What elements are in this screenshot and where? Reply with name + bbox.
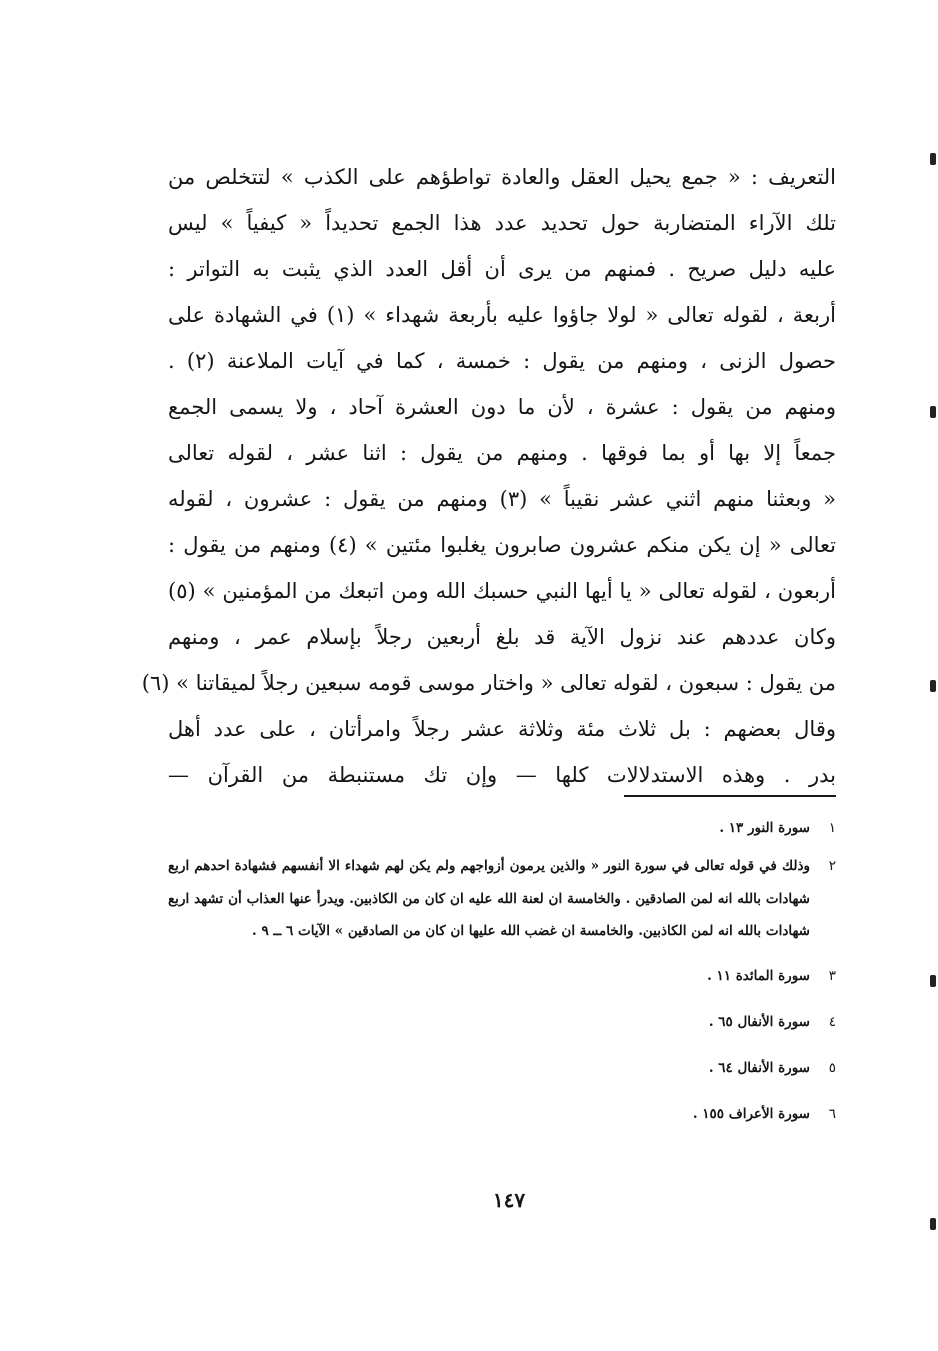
scan-edge-mark [930, 680, 936, 692]
footnote-text: سورة الأنفال ٦٤ . [708, 1059, 810, 1076]
footnote-3 [168, 960, 836, 992]
footnote-number: ٦ [828, 1105, 836, 1122]
footnote-text: سورة النور ١٣ . [719, 820, 810, 836]
footnote-number: ٢ [828, 858, 836, 874]
footnote-4 [168, 1006, 836, 1038]
footnote-2 [168, 850, 836, 948]
footnote-spacer [168, 948, 836, 960]
body-line: جمعاً إلا بها أو بما فوقها . ومنهم من يقول : اثنا عشر ، لقوله تعالى [168, 441, 836, 465]
body-line: وكان عددهم عند نزول الآية قد بلغ أربعين رجلاً بإسلام عمر ، ومنهم [168, 625, 836, 649]
footnotes [168, 812, 836, 1130]
body-line: « وبعثنا منهم اثني عشر نقيباً » (٣) ومنهم من يقول : عشرون ، لقوله [168, 487, 836, 511]
scan-edge-mark [930, 153, 936, 165]
body-line: ومنهم من يقول : عشرة ، لأن ما دون العشرة آحاد ، ولا يسمى الجمع [168, 395, 836, 419]
body-line: حصول الزنى ، ومنهم من يقول : خمسة ، كما في آيات الملاعنة (٢) . [168, 349, 836, 373]
footnote-text: سورة المائدة ١١ . [707, 967, 810, 984]
scan-edge-mark [930, 975, 936, 987]
footnote-5 [168, 1052, 836, 1084]
main-text [141, 154, 836, 798]
body-line: أربعة ، لقوله تعالى « لولا جاؤوا عليه بأربعة شهداء » (١) في الشهادة على [168, 303, 836, 327]
scan-edge-mark [930, 406, 936, 418]
footnote-number: ٤ [828, 1013, 836, 1030]
scan-edge-mark [930, 1218, 936, 1230]
footnote-text: سورة الأنفال ٦٥ . [708, 1013, 810, 1030]
footnote-number: ١ [828, 820, 836, 836]
footnote-number: ٥ [828, 1059, 836, 1076]
body-line: عليه دليل صريح . فمنهم من يرى أن أقل العدد الذي يثبت به التواتر : [168, 257, 836, 281]
footnote-text: وذلك في قوله تعالى في سورة النور « والذين يرمون أزواجهم ولم يكن لهم شهداء الا أنفسهم فشهادة احدهم اربع شهادات بالله انه لمن الصادقين . والخامسة ان لعنة الله عليه ان كان من الكاذبين. ويدرأ عنها العذاب أن تشهد اربع شهادات بالله انه لمن الكاذبين. والخامسة ان غضب الله عليها ان كان من الصادقين » الآيات ٦ ــ ٩ . [168, 858, 810, 939]
body-line: وقال بعضهم : بل ثلاث مئة وثلاثة عشر رجلاً وامرأتان ، على عدد أهل [168, 717, 836, 741]
body-line: تعالى « إن يكن منكم عشرون صابرون يغلبوا مئتين » (٤) ومنهم من يقول : [168, 533, 836, 557]
page-number: ١٤٧ [492, 1188, 526, 1212]
body-line: أربعون ، لقوله تعالى « يا أيها النبي حسبك الله ومن اتبعك من المؤمنين » (٥) [168, 579, 836, 603]
footnote-1 [168, 812, 836, 844]
footnote-separator [624, 795, 836, 797]
footnote-number: ٣ [828, 967, 836, 984]
footnote-text: سورة الأعراف ١٥٥ . [692, 1105, 810, 1122]
footnote-6 [168, 1098, 836, 1130]
body-line: التعريف : « جمع يحيل العقل والعادة تواطؤهم على الكذب » لتتخلص من [168, 165, 836, 189]
body-line: من يقول : سبعون ، لقوله تعالى « واختار موسى قومه سبعين رجلاً لميقاتنا » (٦) [141, 671, 836, 695]
body-line: بدر . وهذه الاستدلالات كلها — وإن تك مستنبطة من القرآن — [168, 763, 836, 787]
body-line: تلك الآراء المتضاربة حول تحديد عدد هذا الجمع تحديداً « كيفياً » ليس [168, 211, 836, 235]
